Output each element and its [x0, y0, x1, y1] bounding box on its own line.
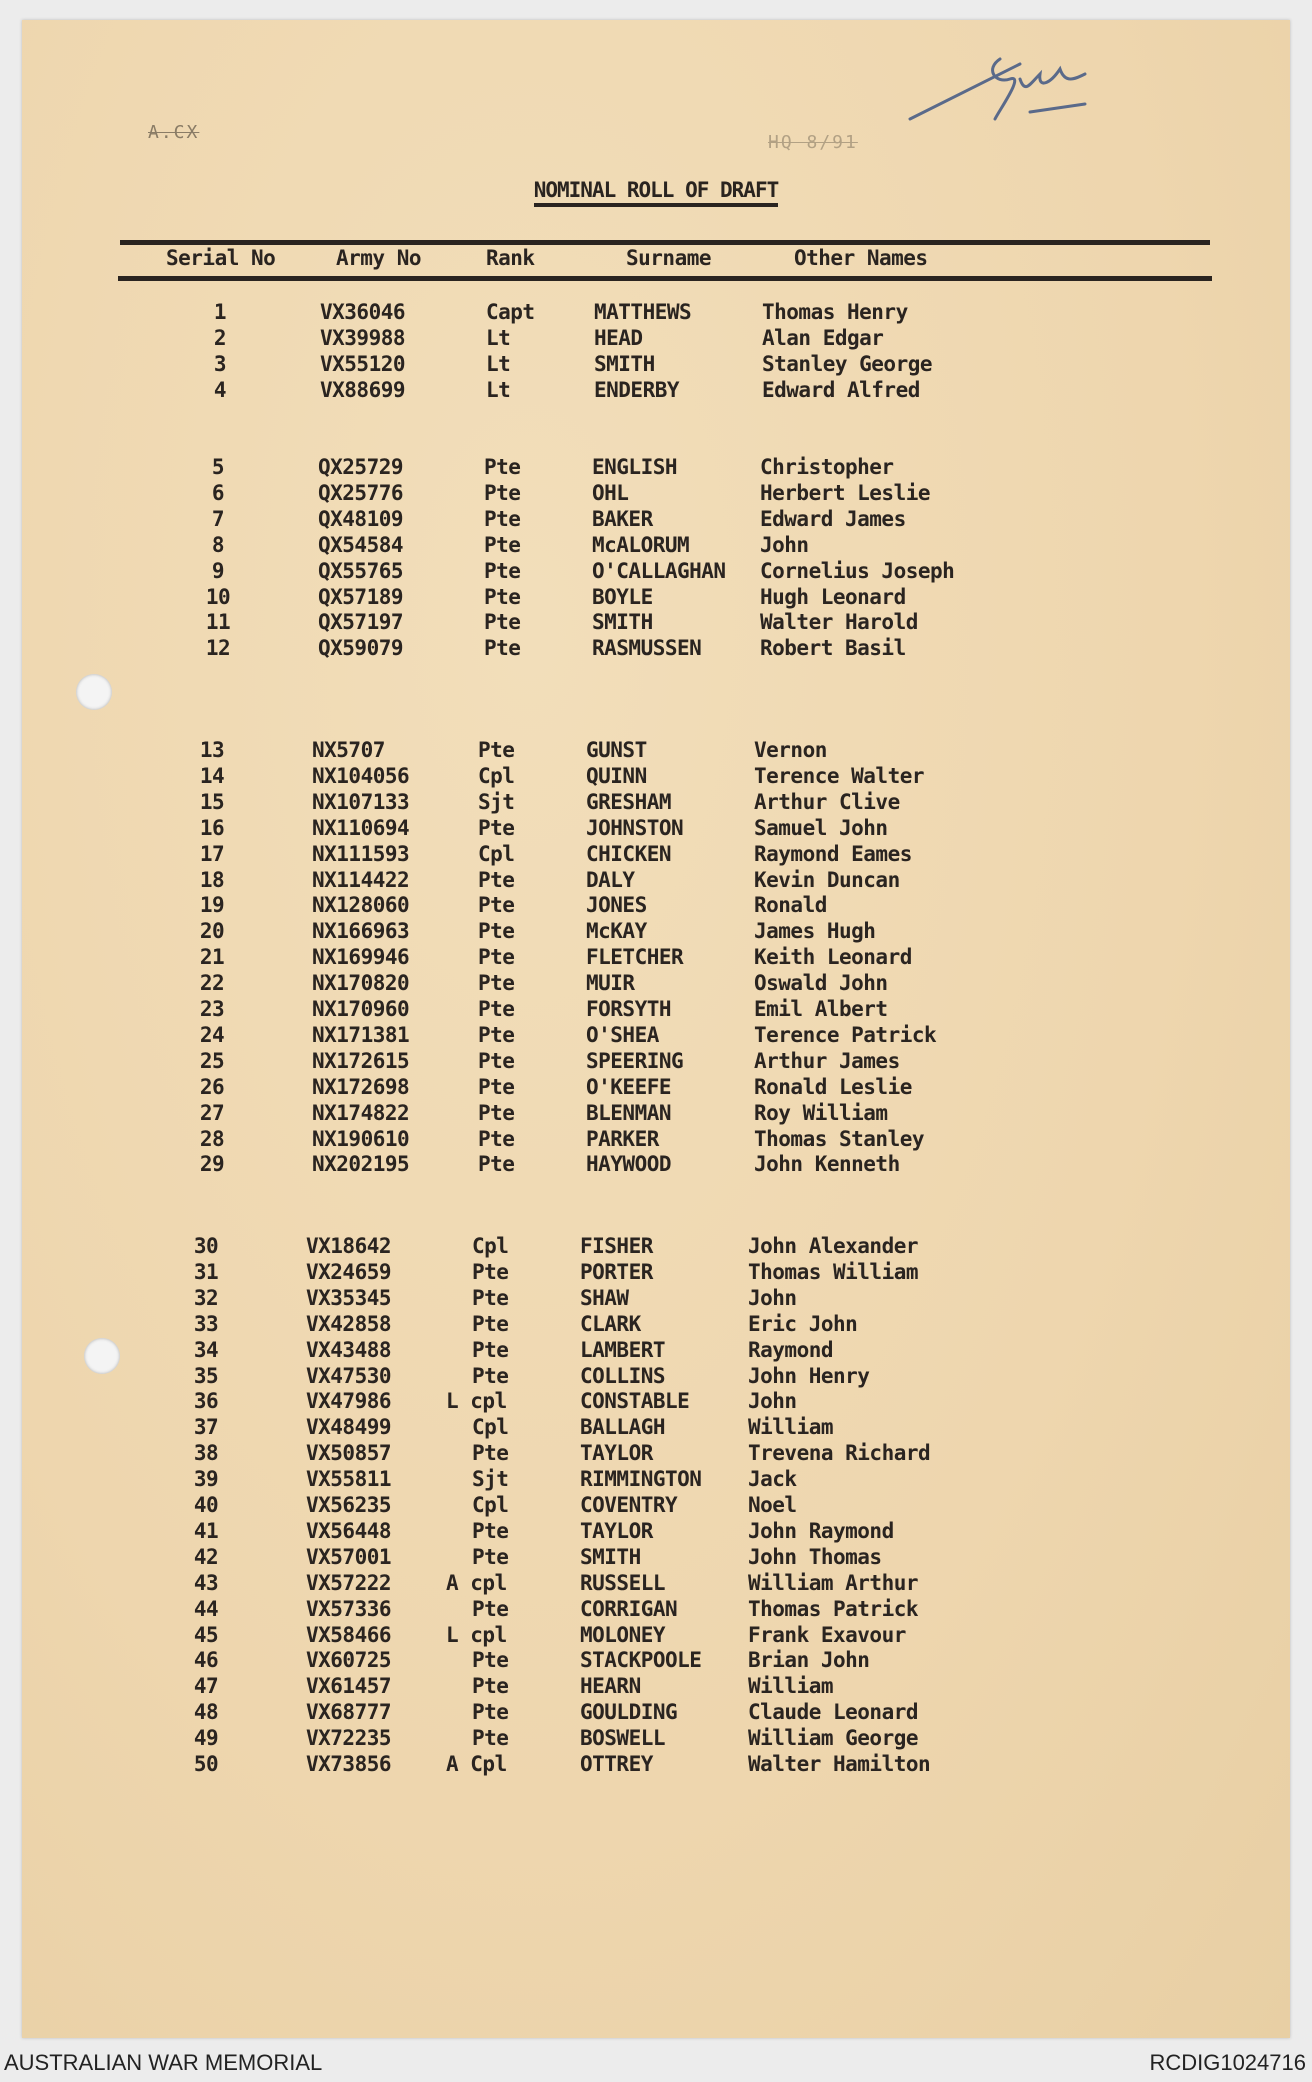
other-names-cell: Thomas William	[748, 1259, 919, 1284]
surname-cell: McALORUM	[592, 532, 690, 557]
surname-cell: SMITH	[592, 610, 653, 635]
rank-cell: Pte	[478, 815, 515, 840]
rank-cell: Pte	[472, 1259, 509, 1284]
header-serial: Serial No	[166, 246, 276, 270]
army-no-cell: NX202195	[312, 1152, 410, 1177]
serial-no-cell: 7	[211, 506, 225, 531]
army-no-cell: VX36046	[320, 300, 406, 324]
serial-no-cell: 46	[193, 1648, 219, 1673]
surname-cell: SMITH	[594, 351, 655, 376]
other-names-cell: Herbert Leslie	[760, 480, 931, 505]
rank-cell: Pte	[484, 558, 521, 583]
other-names-cell: Eric John	[748, 1311, 858, 1336]
army-no-cell: VX43488	[306, 1337, 392, 1362]
serial-no-cell: 14	[199, 763, 225, 788]
surname-cell: FORSYTH	[586, 997, 672, 1021]
serial-no-cell: 15	[199, 789, 225, 814]
army-no-cell: QX55765	[318, 558, 404, 583]
other-names-cell: William	[748, 1415, 834, 1440]
surname-cell: McKAY	[586, 919, 647, 944]
document-title	[0, 178, 1312, 202]
serial-no-cell: 18	[199, 867, 225, 892]
army-no-cell: VX47986	[306, 1389, 392, 1414]
other-names-cell: John Thomas	[748, 1544, 882, 1569]
serial-no-cell: 20	[199, 919, 225, 944]
rank-cell: Pte	[484, 532, 521, 557]
surname-cell: RIMMINGTON	[580, 1467, 702, 1492]
serial-no-cell: 2	[213, 325, 227, 350]
army-no-cell: VX73856	[306, 1752, 392, 1776]
other-names-cell: Robert Basil	[760, 636, 906, 661]
rank-cell: Sjt	[472, 1467, 509, 1492]
surname-cell: SPEERING	[586, 1048, 684, 1073]
other-names-cell: Walter Hamilton	[748, 1752, 931, 1776]
serial-no-cell: 50	[193, 1752, 219, 1776]
rank-cell: Pte	[484, 636, 521, 661]
rank-cell: Capt	[486, 300, 535, 324]
other-names-cell: John	[748, 1285, 797, 1310]
other-names-cell: Walter Harold	[760, 610, 918, 635]
rank-cell: Pte	[472, 1518, 509, 1543]
serial-no-cell: 49	[193, 1726, 219, 1751]
surname-cell: OTTREY	[580, 1752, 653, 1776]
surname-cell: CHICKEN	[586, 841, 672, 866]
other-names-cell: Edward Alfred	[762, 377, 920, 402]
serial-no-cell: 41	[193, 1518, 219, 1543]
serial-no-cell: 27	[199, 1100, 225, 1125]
other-names-cell: Samuel John	[754, 815, 888, 840]
surname-cell: GRESHAM	[586, 789, 672, 814]
surname-cell: RASMUSSEN	[592, 636, 702, 661]
surname-cell: O'CALLAGHAN	[592, 558, 726, 583]
surname-cell: PARKER	[586, 1126, 659, 1151]
other-names-cell: Thomas Stanley	[754, 1126, 925, 1151]
army-no-cell: VX57001	[306, 1544, 392, 1569]
serial-no-cell: 19	[199, 893, 225, 918]
other-names-cell: Thomas Henry	[762, 300, 908, 324]
rank-cell: Pte	[484, 506, 521, 531]
punch-hole	[76, 674, 112, 710]
army-no-cell: VX50857	[306, 1441, 392, 1466]
surname-cell: LAMBERT	[580, 1337, 666, 1362]
serial-no-cell: 22	[199, 971, 225, 996]
serial-no-cell: 42	[193, 1544, 219, 1569]
serial-no-cell: 44	[193, 1596, 219, 1621]
serial-no-cell: 33	[193, 1311, 219, 1336]
army-no-cell: NX104056	[312, 763, 410, 788]
serial-no-cell: 12	[205, 636, 231, 661]
rank-cell: Pte	[478, 971, 515, 996]
surname-cell: STACKPOOLE	[580, 1648, 702, 1673]
serial-no-cell: 31	[193, 1259, 219, 1284]
other-names-cell: Roy William	[754, 1100, 888, 1125]
rank-cell: Pte	[472, 1441, 509, 1466]
serial-no-cell: 39	[193, 1467, 219, 1492]
other-names-cell: William George	[748, 1726, 919, 1751]
other-names-cell: Terence Walter	[754, 763, 925, 788]
rank-cell: Pte	[478, 1022, 515, 1047]
army-no-cell: VX55120	[320, 351, 406, 376]
army-no-cell: NX5707	[312, 738, 385, 762]
other-names-cell: Terence Patrick	[754, 1022, 937, 1047]
surname-cell: TAYLOR	[580, 1518, 653, 1543]
other-names-cell: Frank Exavour	[748, 1622, 906, 1647]
army-no-cell: VX48499	[306, 1415, 392, 1440]
army-no-cell: VX60725	[306, 1648, 392, 1673]
army-no-cell: NX169946	[312, 945, 410, 970]
army-no-cell: NX170820	[312, 971, 410, 996]
army-no-cell: NX190610	[312, 1126, 410, 1151]
header-surname: Surname	[626, 246, 712, 270]
rank-cell: Pte	[478, 1126, 515, 1151]
serial-no-cell: 37	[193, 1415, 219, 1440]
surname-cell: O'SHEA	[586, 1022, 659, 1047]
rank-cell: Pte	[472, 1726, 509, 1751]
surname-cell: DALY	[586, 867, 635, 892]
serial-no-cell: 23	[199, 997, 225, 1021]
surname-cell: HAYWOOD	[586, 1152, 672, 1177]
surname-cell: BAKER	[592, 506, 653, 531]
serial-no-cell: 16	[199, 815, 225, 840]
surname-cell: ENDERBY	[594, 377, 680, 402]
rank-cell: Pte	[484, 455, 521, 479]
other-names-cell: John Henry	[748, 1363, 870, 1388]
surname-cell: FISHER	[580, 1234, 653, 1258]
rank-cell: Pte	[472, 1674, 509, 1699]
serial-no-cell: 38	[193, 1441, 219, 1466]
army-no-cell: VX56235	[306, 1493, 392, 1517]
surname-cell: BOSWELL	[580, 1726, 666, 1751]
army-no-cell: NX166963	[312, 919, 410, 944]
army-no-cell: NX110694	[312, 815, 410, 840]
army-no-cell: VX57222	[306, 1570, 392, 1595]
surname-cell: HEAD	[594, 325, 643, 350]
surname-cell: FLETCHER	[586, 945, 684, 970]
rank-cell: Pte	[478, 867, 515, 892]
other-names-cell: Kevin Duncan	[754, 867, 900, 892]
army-no-cell: VX35345	[306, 1285, 392, 1310]
army-no-cell: VX47530	[306, 1363, 392, 1388]
army-no-cell: VX57336	[306, 1596, 392, 1621]
rank-cell: Cpl	[472, 1493, 509, 1517]
army-no-cell: VX68777	[306, 1700, 392, 1725]
rank-cell: Lt	[486, 377, 511, 402]
rank-cell: Pte	[478, 893, 515, 918]
rank-cell: Pte	[478, 1074, 515, 1099]
top-left-mark: A.CX	[148, 122, 200, 143]
other-names-cell: Christopher	[760, 455, 894, 479]
rank-cell: Pte	[472, 1648, 509, 1673]
other-names-cell: Arthur James	[754, 1048, 900, 1073]
other-names-cell: William Arthur	[748, 1570, 919, 1595]
army-no-cell: NX107133	[312, 789, 410, 814]
rank-cell: Pte	[478, 1152, 515, 1177]
surname-cell: JONES	[586, 893, 647, 918]
surname-cell: GUNST	[586, 738, 647, 762]
other-names-cell: Hugh Leonard	[760, 584, 906, 609]
surname-cell: CLARK	[580, 1311, 641, 1336]
other-names-cell: John Alexander	[748, 1234, 919, 1258]
other-names-cell: Brian John	[748, 1648, 870, 1673]
other-names-cell: John Raymond	[748, 1518, 894, 1543]
army-no-cell: NX172615	[312, 1048, 410, 1073]
other-names-cell: Arthur Clive	[754, 789, 900, 814]
serial-no-cell: 11	[205, 610, 231, 635]
rank-cell: Pte	[484, 610, 521, 635]
rank-cell: Lt	[486, 351, 511, 376]
serial-no-cell: 45	[193, 1622, 219, 1647]
header-rule-bottom	[118, 276, 1212, 281]
army-no-cell: NX111593	[312, 841, 410, 866]
serial-no-cell: 47	[193, 1674, 219, 1699]
surname-cell: BOYLE	[592, 584, 653, 609]
serial-no-cell: 21	[199, 945, 225, 970]
other-names-cell: Jack	[748, 1467, 797, 1492]
surname-cell: RUSSELL	[580, 1570, 666, 1595]
army-no-cell: QX48109	[318, 506, 404, 531]
army-no-cell: VX42858	[306, 1311, 392, 1336]
surname-cell: COLLINS	[580, 1363, 666, 1388]
serial-no-cell: 8	[211, 532, 225, 557]
rank-cell: Pte	[478, 945, 515, 970]
serial-no-cell: 26	[199, 1074, 225, 1099]
other-names-cell: Raymond Eames	[754, 841, 912, 866]
surname-cell: GOULDING	[580, 1700, 678, 1725]
rank-cell: Cpl	[472, 1415, 509, 1440]
rank-cell: Sjt	[478, 789, 515, 814]
other-names-cell: James Hugh	[754, 919, 876, 944]
army-no-cell: QX25776	[318, 480, 404, 505]
army-no-cell: VX39988	[320, 325, 406, 350]
rank-cell: L cpl	[446, 1622, 507, 1647]
surname-cell: ENGLISH	[592, 455, 678, 479]
serial-no-cell: 6	[211, 480, 225, 505]
rank-cell: Pte	[478, 738, 515, 762]
army-no-cell: NX172698	[312, 1074, 410, 1099]
army-no-cell: NX170960	[312, 997, 410, 1021]
serial-no-cell: 40	[193, 1493, 219, 1517]
other-names-cell: John	[748, 1389, 797, 1414]
serial-no-cell: 24	[199, 1022, 225, 1047]
surname-cell: SMITH	[580, 1544, 641, 1569]
surname-cell: CORRIGAN	[580, 1596, 678, 1621]
top-right-mark: HQ 8/91	[768, 132, 858, 153]
army-no-cell: NX114422	[312, 867, 410, 892]
surname-cell: BLENMAN	[586, 1100, 672, 1125]
serial-no-cell: 5	[211, 455, 225, 479]
header-rule-top	[120, 240, 1210, 245]
other-names-cell: Vernon	[754, 738, 827, 762]
rank-cell: A Cpl	[446, 1752, 507, 1776]
serial-no-cell: 17	[199, 841, 225, 866]
serial-no-cell: 13	[199, 738, 225, 762]
other-names-cell: Claude Leonard	[748, 1700, 919, 1725]
header-other-names: Other Names	[794, 246, 928, 270]
other-names-cell: Cornelius Joseph	[760, 558, 955, 583]
army-no-cell: VX24659	[306, 1259, 392, 1284]
surname-cell: QUINN	[586, 763, 647, 788]
army-no-cell: QX59079	[318, 636, 404, 661]
rank-cell: Pte	[472, 1337, 509, 1362]
serial-no-cell: 10	[205, 584, 231, 609]
surname-cell: MATTHEWS	[594, 300, 692, 324]
rank-cell: Cpl	[478, 763, 515, 788]
other-names-cell: Noel	[748, 1493, 797, 1517]
other-names-cell: Trevena Richard	[748, 1441, 931, 1466]
serial-no-cell: 25	[199, 1048, 225, 1073]
serial-no-cell: 35	[193, 1363, 219, 1388]
other-names-cell: Raymond	[748, 1337, 834, 1362]
rank-cell: Pte	[472, 1363, 509, 1388]
army-no-cell: VX72235	[306, 1726, 392, 1751]
rank-cell: Pte	[472, 1700, 509, 1725]
surname-cell: BALLAGH	[580, 1415, 666, 1440]
other-names-cell: Ronald	[754, 893, 827, 918]
rank-cell: Pte	[472, 1285, 509, 1310]
surname-cell: O'KEEFE	[586, 1074, 672, 1099]
army-no-cell: VX58466	[306, 1622, 392, 1647]
army-no-cell: QX54584	[318, 532, 404, 557]
header-rank: Rank	[486, 246, 535, 270]
army-no-cell: NX171381	[312, 1022, 410, 1047]
army-no-cell: NX174822	[312, 1100, 410, 1125]
serial-no-cell: 28	[199, 1126, 225, 1151]
header-army-no: Army No	[336, 246, 422, 270]
handwritten-note-spare	[900, 24, 1100, 134]
footer-id: RCDIG1024716	[1149, 2050, 1306, 2075]
rank-cell: Lt	[486, 325, 511, 350]
army-no-cell: VX56448	[306, 1518, 392, 1543]
surname-cell: MUIR	[586, 971, 635, 996]
rank-cell: A cpl	[446, 1570, 507, 1595]
surname-cell: COVENTRY	[580, 1493, 678, 1517]
surname-cell: PORTER	[580, 1259, 653, 1284]
rank-cell: Pte	[472, 1311, 509, 1336]
army-no-cell: NX128060	[312, 893, 410, 918]
other-names-cell: Keith Leonard	[754, 945, 912, 970]
rank-cell: Cpl	[472, 1234, 509, 1258]
surname-cell: JOHNSTON	[586, 815, 684, 840]
serial-no-cell: 30	[193, 1234, 219, 1258]
other-names-cell: Emil Albert	[754, 997, 888, 1021]
rank-cell: Pte	[472, 1596, 509, 1621]
serial-no-cell: 3	[213, 351, 227, 376]
surname-cell: OHL	[592, 480, 629, 505]
rank-cell: Pte	[478, 919, 515, 944]
rank-cell: Pte	[478, 1100, 515, 1125]
serial-no-cell: 1	[213, 300, 227, 324]
surname-cell: HEARN	[580, 1674, 641, 1699]
army-no-cell: QX57189	[318, 584, 404, 609]
serial-no-cell: 4	[213, 377, 227, 402]
surname-cell: CONSTABLE	[580, 1389, 690, 1414]
other-names-cell: William	[748, 1674, 834, 1699]
rank-cell: Pte	[478, 997, 515, 1021]
other-names-cell: Ronald Leslie	[754, 1074, 912, 1099]
serial-no-cell: 48	[193, 1700, 219, 1725]
surname-cell: TAYLOR	[580, 1441, 653, 1466]
other-names-cell: John Kenneth	[754, 1152, 900, 1177]
other-names-cell: Thomas Patrick	[748, 1596, 919, 1621]
other-names-cell: Edward James	[760, 506, 906, 531]
army-no-cell: QX57197	[318, 610, 404, 635]
other-names-cell: Alan Edgar	[762, 325, 884, 350]
surname-cell: MOLONEY	[580, 1622, 666, 1647]
footer-source: AUSTRALIAN WAR MEMORIAL	[4, 2050, 323, 2075]
army-no-cell: QX25729	[318, 455, 404, 479]
serial-no-cell: 43	[193, 1570, 219, 1595]
other-names-cell: Stanley George	[762, 351, 933, 376]
rank-cell: Pte	[478, 1048, 515, 1073]
rank-cell: Pte	[472, 1544, 509, 1569]
title-text: NOMINAL ROLL OF DRAFT	[534, 178, 779, 207]
other-names-cell: John	[760, 532, 809, 557]
punch-hole	[84, 1338, 120, 1374]
serial-no-cell: 34	[193, 1337, 219, 1362]
other-names-cell: Oswald John	[754, 971, 888, 996]
serial-no-cell: 29	[199, 1152, 225, 1177]
rank-cell: Cpl	[478, 841, 515, 866]
army-no-cell: VX61457	[306, 1674, 392, 1699]
serial-no-cell: 9	[211, 558, 225, 583]
serial-no-cell: 36	[193, 1389, 219, 1414]
surname-cell: SHAW	[580, 1285, 629, 1310]
rank-cell: L cpl	[446, 1389, 507, 1414]
rank-cell: Pte	[484, 584, 521, 609]
army-no-cell: VX55811	[306, 1467, 392, 1492]
army-no-cell: VX18642	[306, 1234, 392, 1258]
serial-no-cell: 32	[193, 1285, 219, 1310]
army-no-cell: VX88699	[320, 377, 406, 402]
rank-cell: Pte	[484, 480, 521, 505]
